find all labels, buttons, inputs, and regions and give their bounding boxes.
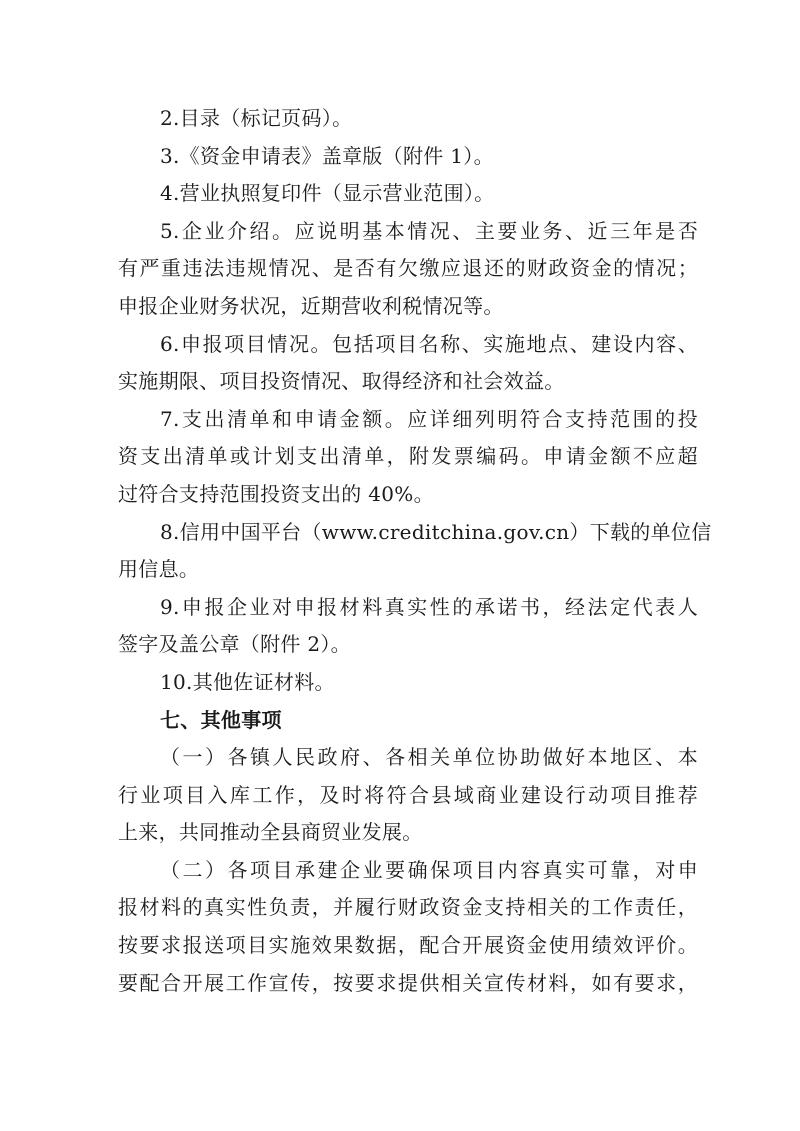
text-line: 10.其他佐证材料。 (160, 669, 335, 694)
text-line: 签字及盖公章（附件 2）。 (118, 632, 351, 657)
paragraph-item-2 (118, 100, 698, 138)
text-line: 行业项目入库工作，及时将符合县域商业建设行动项目推荐 (118, 782, 698, 807)
text-line: 2.目录（标记页码）。 (160, 106, 353, 130)
text-line: 资支出清单或计划支出清单，附发票编码。申请金额不应超 (118, 444, 698, 469)
text-line: 实施期限、项目投资情况、取得经济和社会效益。 (118, 369, 565, 394)
text-line: （一）各镇人民政府、各相关单位协助做好本地区、本 (160, 745, 698, 770)
text-line: 上来，共同推动全县商贸业发展。 (118, 820, 423, 845)
text-line: 用信息。 (118, 557, 200, 582)
text-line: 3.《资金申请表》盖章版（附件 1）。 (160, 143, 494, 168)
paragraph-item-6 (118, 326, 698, 401)
text-line: 要配合开展工作宣传，按要求提供相关宣传材料，如有要求， (118, 970, 698, 995)
text-line: 申报企业财务状况，近期营收利税情况等。 (118, 293, 504, 318)
paragraph-item-5 (118, 213, 698, 326)
paragraph-item-10 (118, 664, 698, 702)
text-line: 4.营业执照复印件（显示营业范围）。 (160, 181, 495, 206)
paragraph-item-7 (118, 401, 698, 514)
text-line: 过符合支持范围投资支出的 40%。 (118, 481, 434, 506)
paragraph-item-4 (118, 175, 698, 213)
paragraph-sub-1 (118, 739, 698, 852)
text-line: 9.申报企业对申报材料真实性的承诺书，经法定代表人 (160, 594, 698, 619)
section-heading-7 (118, 702, 698, 740)
paragraph-item-9 (118, 589, 698, 664)
text-line: 有严重违法违规情况、是否有欠缴应退还的财政资金的情况； (118, 256, 698, 281)
text-line: 8.信用中国平台（www.creditchina.gov.cn）下载的单位信 (160, 519, 712, 544)
paragraph-item-8 (118, 514, 712, 589)
text-line: 按要求报送项目实施效果数据，配合开展资金使用绩效评价。 (118, 933, 698, 958)
section-heading: 七、其他事项 (160, 707, 282, 732)
text-line: 6.申报项目情况。包括项目名称、实施地点、建设内容、 (160, 331, 698, 356)
document-page (118, 100, 712, 1002)
paragraph-sub-2 (118, 852, 698, 1002)
text-line: 5.企业介绍。应说明基本情况、主要业务、近三年是否 (160, 218, 698, 243)
text-line: 报材料的真实性负责，并履行财政资金支持相关的工作责任， (118, 895, 698, 920)
text-line: （二）各项目承建企业要确保项目内容真实可靠，对申 (160, 857, 698, 882)
paragraph-item-3 (118, 138, 698, 176)
text-line: 7.支出清单和申请金额。应详细列明符合支持范围的投 (160, 406, 698, 431)
